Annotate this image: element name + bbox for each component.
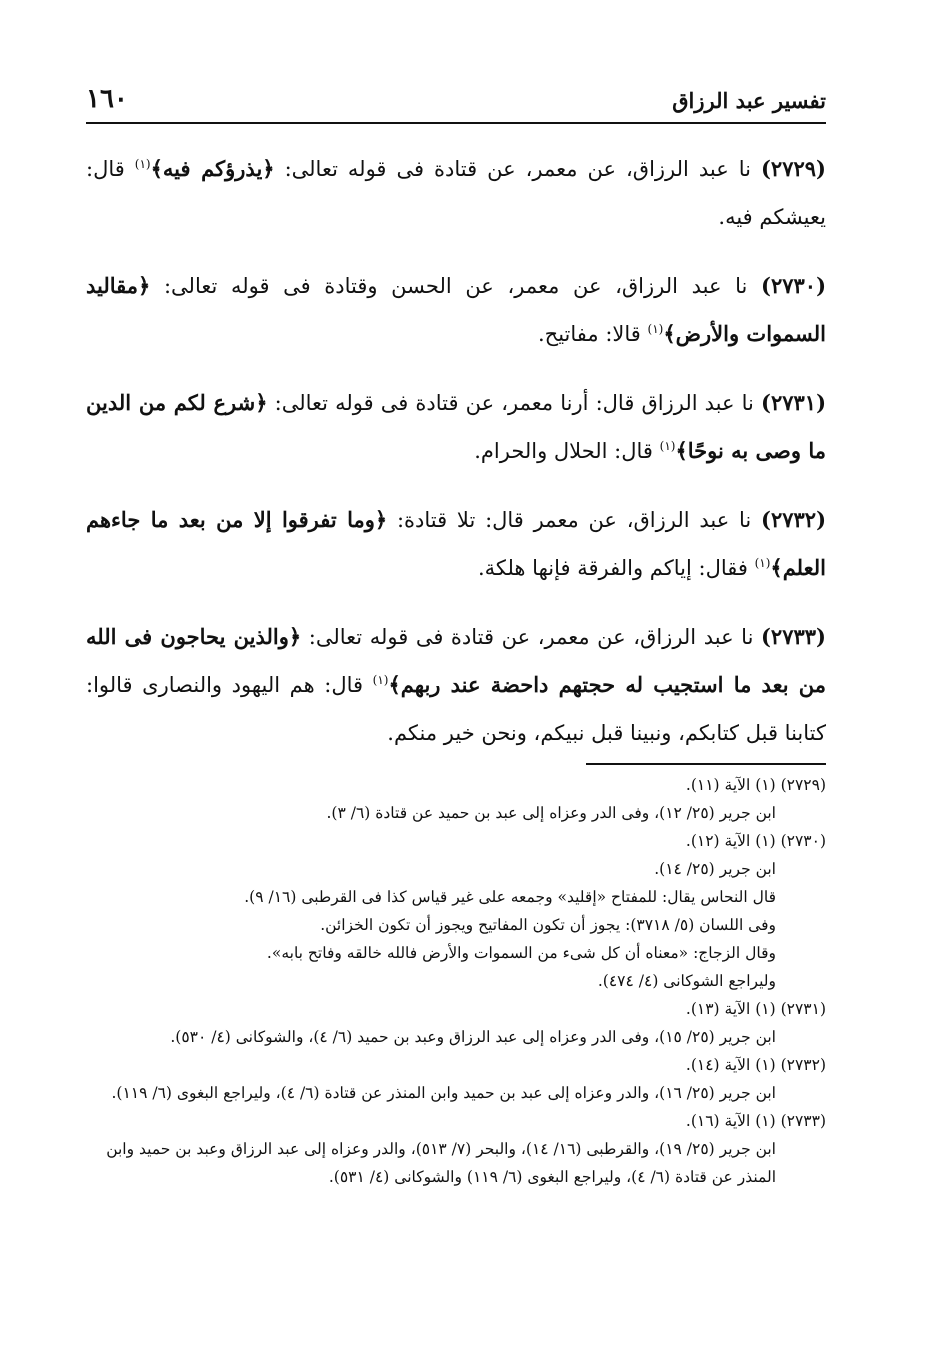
entry-number: (٢٧٣٢) (761, 507, 826, 532)
page-number: ١٦٠ (86, 84, 128, 114)
footnote-line: وقال الزجاج: «معناه أن كل شىء من السموات والأرض فالله خالقه وفاتح بابه». (266, 944, 776, 962)
entry-text: نا عبد الرزاق، عن معمر قال: تلا قتادة: (387, 508, 761, 532)
entry-text-end: قال: هم اليهود والنصارى قالوا: كتابنا قبل كتابكم، ونبينا قبل نبيكم، ونحن خير منكم. (86, 673, 826, 745)
footnote-head: (٢٧٢٩) (١) الآية (١١). (685, 776, 826, 794)
footnote-ref[interactable]: (١) (659, 439, 676, 453)
footnote-line: ابن جرير (٢٥/ ١٥)، وفى الدر وعزاه إلى عبد الرزاق وعبد بن حميد (٦/ ٤)، والشوكانى (٤/ ٥٣٠). (170, 1028, 776, 1046)
entry-text-end: قال: الحلال والحرام. (474, 439, 660, 463)
entry-2733 (86, 613, 826, 757)
quran-quote: ﴿شرع لكم من الدين ما وصى به نوحًا﴾ (86, 390, 826, 463)
footnote-head: (٢٧٣٣) (١) الآية (١٦). (685, 1112, 826, 1130)
footnote-head: (٢٧٣٢) (١) الآية (١٤). (685, 1056, 826, 1074)
entry-number: (٢٧٣١) (761, 390, 827, 415)
page (86, 82, 826, 1191)
entry-text: نا عبد الرزاق، عن معمر، عن قتادة فى قوله تعالى: (301, 625, 761, 649)
quran-quote: ﴿وما تفرقوا إلا من بعد ما جاءهم العلم﴾ (86, 507, 826, 580)
footnote-line: قال النحاس يقال: للمفتاح «إقليد» وجمعه على غير قياس كذا فى القرطبى (١٦/ ٩). (244, 888, 776, 906)
footnote-head: (٢٧٣١) (١) الآية (١٣). (685, 1000, 826, 1018)
entry-text-end: قال: يعيشكم فيه. (86, 157, 826, 229)
footnote-line: ابن جرير (٢٥/ ١٤). (654, 860, 776, 878)
entry-text: نا عبد الرزاق، عن معمر، عن قتادة فى قوله تعالى: (274, 157, 761, 181)
entry-number: (٢٧٢٩) (760, 156, 826, 181)
entry-text: نا عبد الرزاق قال: أرنا معمر، عن قتادة فى قوله تعالى: (267, 391, 762, 415)
entry-2731 (86, 379, 826, 475)
entry-number: (٢٧٣٣) (760, 624, 826, 649)
entry-number: (٢٧٣٠) (761, 273, 826, 298)
entry-2729 (86, 145, 826, 241)
footnote-line: وليراجع الشوكانى (٤/ ٤٧٤). (597, 972, 776, 990)
footnotes (86, 771, 826, 1191)
book-title: تفسير عبد الرزاق (672, 88, 826, 113)
entry-2730 (86, 262, 826, 358)
entry-text: نا عبد الرزاق، عن معمر، عن الحسن وقتادة فى قوله تعالى: (150, 274, 761, 298)
footnote-line: ابن جرير (٢٥/ ١٦)، والدر وعزاه إلى عبد بن حميد وابن المنذر عن قتادة (٦/ ٤)، وليراجع البغوى (٦/ ١١٩). (111, 1084, 776, 1102)
main-text (86, 145, 826, 757)
footnote-line: وفى اللسان (٥/ ٣٧١٨): يجوز أن تكون المفاتيح ويجوز أن تكون الخزائن. (320, 916, 776, 934)
footnote-ref[interactable]: (١) (754, 556, 771, 570)
entry-text-end: قالا: مفاتيح. (537, 322, 648, 346)
entry-text-end: فقال: إياكم والفرقة فإنها هلكة. (477, 556, 755, 580)
footnote-ref[interactable]: (١) (647, 322, 664, 336)
quran-quote: ﴿مقاليد السموات والأرض﴾ (86, 273, 826, 346)
footnote-line: ابن جرير (٢٥/ ١٩)، والقرطبى (١٦/ ١٤)، والبحر (٧/ ٥١٣)، والدر وعزاه إلى عبد الرزاق وعبد بن حميد وابن المنذر عن قتادة (٦/ ٤)، وليراجع البغوى (٦/ ١١٩) والشوكانى (٤/ ٥٣١). (106, 1140, 776, 1186)
footnote-ref[interactable]: (١) (372, 673, 389, 687)
entry-2732 (86, 496, 826, 592)
footnote-head: (٢٧٣٠) (١) الآية (١٢). (685, 832, 826, 850)
quran-quote: ﴿والذين يحاجون فى الله من بعد ما استجيب له حجتهم داحضة عند ربهم﴾ (86, 624, 827, 697)
page-header (86, 82, 826, 124)
footnote-ref[interactable]: (١) (134, 157, 151, 171)
footnote-line: ابن جرير (٢٥/ ١٢)، وفى الدر وعزاه إلى عبد بن حميد عن قتادة (٦/ ٣). (326, 804, 776, 822)
footnote-divider (586, 763, 826, 765)
quran-quote: ﴿يذرؤكم فيه﴾ (150, 156, 275, 181)
